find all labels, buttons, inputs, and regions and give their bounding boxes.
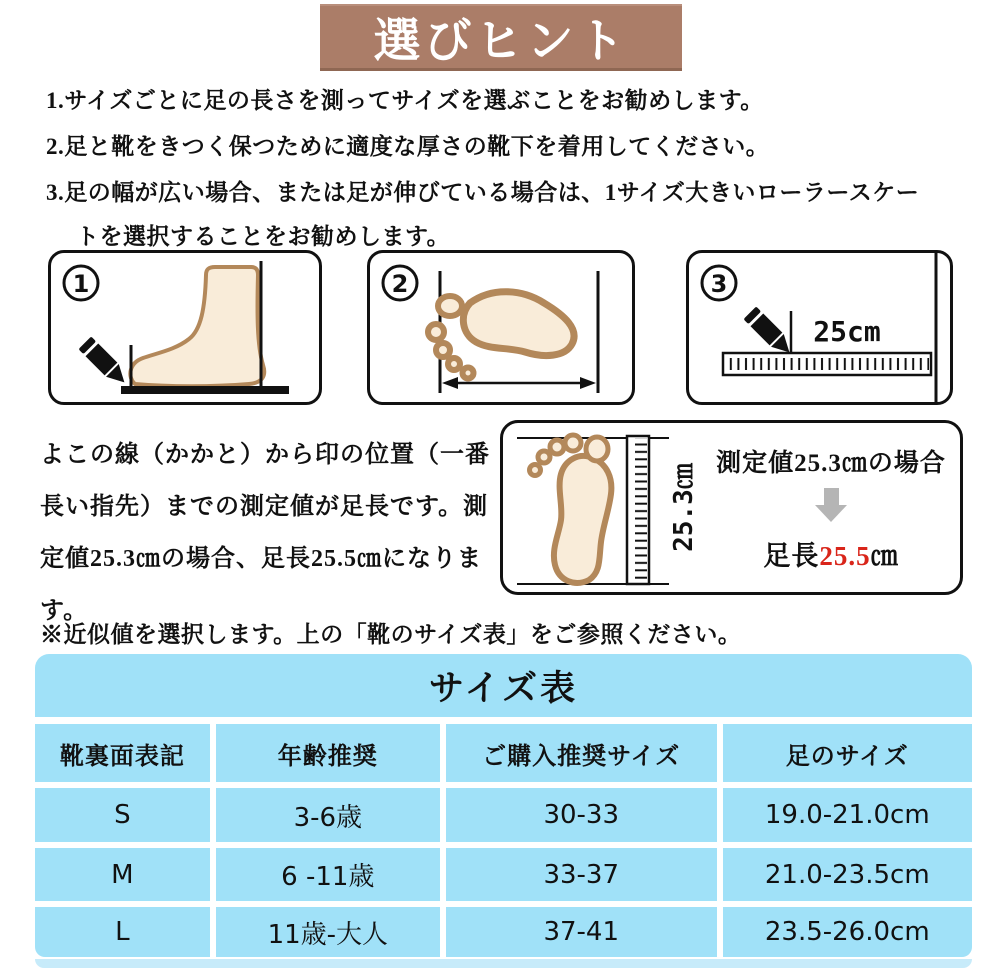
tip-line-3b: トを選択することをお勧めします。: [76, 224, 451, 249]
size-table: [35, 654, 972, 968]
toe-icon: [428, 324, 444, 340]
step2-number: 2: [391, 270, 409, 298]
foot-length-result: [763, 534, 898, 573]
tip-line-3a: 3.足の幅が広い場合、または足が伸びている場合は、1サイズ大きいローラースケー: [46, 180, 920, 205]
ruler-measure-illustration: [689, 253, 950, 402]
arrow-right-head: [580, 377, 596, 389]
step1-number: 1: [72, 270, 90, 298]
step1-diagram: [48, 250, 322, 405]
measure-paragraph-line: 定値25.3㎝の場合、足長25.5㎝になりま: [40, 546, 482, 572]
result-prefix: 足長: [763, 541, 820, 571]
result-value: 25.5: [819, 541, 871, 571]
footprint-sole-icon: [463, 292, 574, 356]
footprint-sole-icon: [554, 456, 611, 583]
step2-diagram: [367, 250, 635, 405]
column-header-age: 年齢推奨: [216, 724, 440, 782]
toe-icon: [538, 451, 550, 463]
measure-paragraph-line: よこの線（かかと）から印の位置（一番: [40, 442, 490, 468]
toe-icon: [550, 440, 564, 454]
table-cell: 3-6歳: [216, 788, 440, 842]
table-bottom-strip: [35, 959, 972, 968]
table-cell: 23.5-26.0cm: [723, 907, 972, 957]
big-toe-icon: [438, 296, 462, 316]
measure-example-box: [500, 420, 963, 595]
table-cell: 33-37: [446, 848, 717, 901]
footprint-length-illustration: [370, 253, 632, 402]
step3-diagram: [686, 250, 953, 405]
table-cell: 37-41: [446, 907, 717, 957]
toe-icon: [530, 465, 541, 476]
table-cell: L: [35, 907, 210, 957]
toe-icon: [448, 358, 460, 370]
approximation-note: ※近似値を選択します。上の「靴のサイズ表」をご参照ください。: [40, 622, 742, 647]
page-title: 選びヒント: [320, 4, 682, 71]
measure-case-column: [703, 443, 959, 573]
vertical-ruler-value-label: 25.3㎝: [668, 463, 699, 552]
column-header-sole-marking: 靴裏面表記: [35, 724, 210, 782]
ruler-value-label: 25cm: [813, 315, 881, 348]
foot-side-icon: [130, 267, 264, 386]
table-cell: S: [35, 788, 210, 842]
table-cell: 19.0-21.0cm: [723, 788, 972, 842]
toe-icon: [565, 435, 581, 451]
down-arrow-icon: [815, 488, 847, 522]
ruler-ticks: [725, 354, 929, 374]
result-unit: ㎝: [870, 541, 899, 571]
foot-side-measure-illustration: [51, 253, 319, 402]
measure-paragraph-line: す。: [40, 598, 89, 624]
big-toe-icon: [586, 437, 608, 461]
size-table-title: サイズ表: [35, 654, 972, 717]
table-cell: M: [35, 848, 210, 901]
tip-line-2: 2.足と靴をきつく保つために適度な厚さの靴下を着用してください。: [46, 134, 770, 159]
table-cell: 11歳-大人: [216, 907, 440, 957]
measured-value-label: 測定値25.3㎝の場合: [716, 450, 946, 477]
arrow-left-head: [442, 377, 458, 389]
table-cell: 6 -11歳: [216, 848, 440, 901]
tip-line-1: 1.サイズごとに足の長さを測ってサイズを選ぶことをお勧めします。: [46, 88, 764, 113]
column-header-foot-size: 足のサイズ: [723, 724, 972, 782]
measure-paragraph-line: 長い指先）までの測定値が足長です。測: [40, 494, 489, 520]
table-cell: 21.0-23.5cm: [723, 848, 972, 901]
toe-icon: [436, 343, 450, 357]
step3-number: 3: [710, 270, 728, 298]
size-table-grid: [35, 724, 972, 957]
column-header-purchase-size: ご購入推奨サイズ: [446, 724, 717, 782]
pencil-icon: [78, 336, 130, 388]
table-cell: 30-33: [446, 788, 717, 842]
toe-icon: [463, 368, 474, 379]
pencil-icon: [743, 306, 795, 358]
vertical-ruler-label-wrap: [651, 423, 711, 592]
vertical-ruler-ticks: [628, 438, 648, 582]
baseline-bar: [121, 386, 289, 394]
